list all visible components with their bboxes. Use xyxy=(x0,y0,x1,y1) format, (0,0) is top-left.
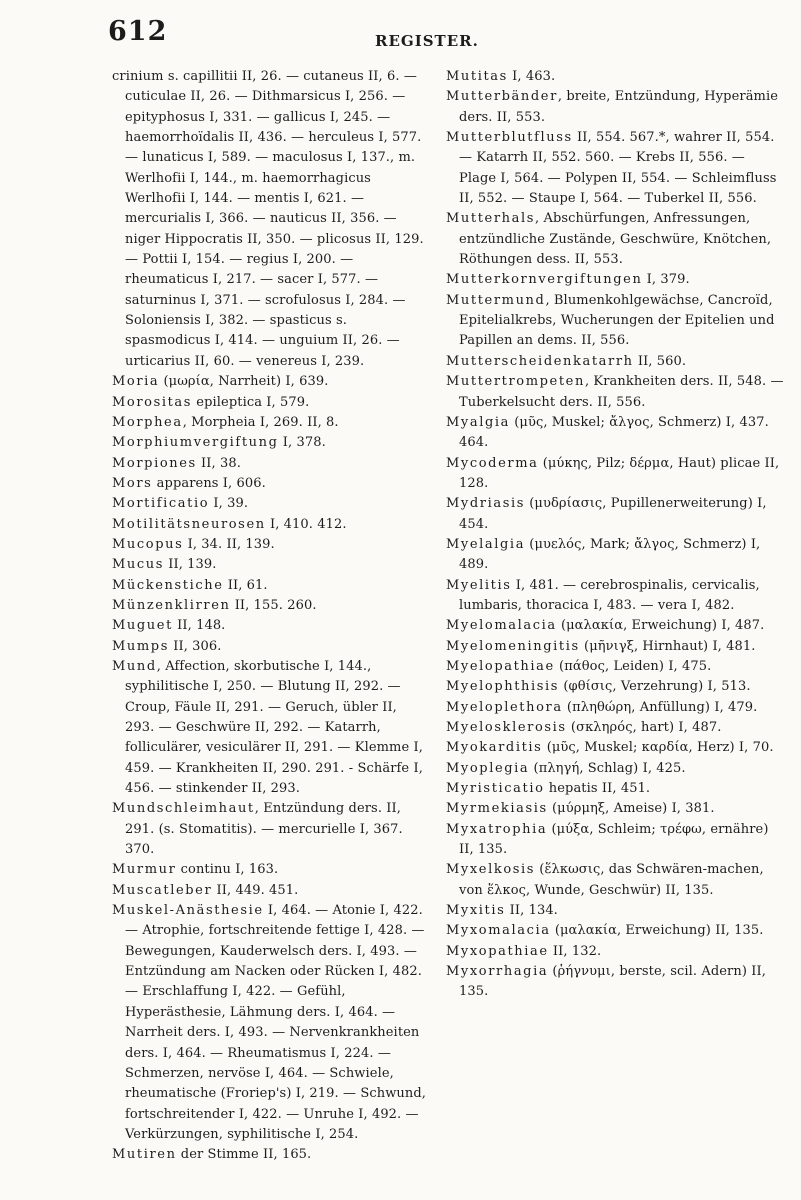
index-headword: Mucus xyxy=(112,557,165,573)
index-entry xyxy=(112,372,430,392)
index-entry-text: II, 134. xyxy=(505,903,558,919)
index-entry-text: (φθίσις, Verzehrung) I, 513. xyxy=(559,679,751,695)
index-headword: Mutterbänder xyxy=(446,89,558,105)
index-entry-text: II, 132. xyxy=(548,943,602,959)
index-entry xyxy=(446,738,786,758)
index-entry-text: II, 38. xyxy=(196,455,241,471)
index-entry xyxy=(446,270,786,290)
index-headword: Myelomalacia xyxy=(446,618,557,634)
index-headword: Mutterscheidenkatarrh xyxy=(446,353,634,369)
index-headword: Mucopus xyxy=(112,536,184,552)
index-headword: Mutterkornvergiftungen xyxy=(446,272,643,288)
index-entry xyxy=(446,759,786,779)
page-number: 612 xyxy=(108,16,168,47)
index-entry xyxy=(112,799,430,860)
index-headword: Morositas xyxy=(112,394,193,410)
index-entry xyxy=(112,657,430,799)
index-headword: Mors xyxy=(112,475,153,491)
index-headword: Myelitis xyxy=(446,577,512,593)
index-entry xyxy=(446,677,786,697)
index-headword: Myxatrophia xyxy=(446,821,548,837)
index-entry xyxy=(446,576,786,617)
index-entry xyxy=(112,67,430,372)
index-headword: Motilitätsneurosen xyxy=(112,516,266,532)
index-entry xyxy=(446,901,786,921)
index-headword: Mutiren xyxy=(112,1147,177,1163)
index-column-right xyxy=(446,67,786,1003)
index-column-left xyxy=(112,67,430,1166)
index-headword: Myelopathiae xyxy=(446,658,555,674)
index-entry-text: (πληγή, Schlag) I, 425. xyxy=(529,760,686,776)
index-entry-text: II, 61. xyxy=(223,577,268,593)
index-entry xyxy=(446,128,786,209)
running-head: REGISTER. xyxy=(375,32,479,50)
index-headword: Myalgia xyxy=(446,414,510,430)
index-headword: Myxitis xyxy=(446,903,506,919)
index-entry xyxy=(112,433,430,453)
index-entry-text: (μυελός, Mark; ἄλγος, Schmerz) I, 489. xyxy=(459,536,761,573)
index-headword: Myristicatio xyxy=(446,781,545,797)
index-entry xyxy=(112,393,430,413)
index-entry-text: II, 449. 451. xyxy=(212,882,299,898)
index-entry xyxy=(112,860,430,880)
index-headword: Myoplegia xyxy=(446,760,530,776)
index-entry-text: , Morpheia I, 269. II, 8. xyxy=(182,414,339,430)
index-entry xyxy=(112,454,430,474)
index-entry-text: (σκληρός, hart) I, 487. xyxy=(566,720,722,735)
index-entry-text: (ἕλκωσις, das Schwären-machen, von ἕλκος, Wunde, Geschwür) II, 135. xyxy=(459,862,764,898)
index-entry xyxy=(112,881,430,901)
index-entry-text: (πάθος, Leiden) I, 475. xyxy=(554,658,712,674)
index-entry-text: crinium s. capillitii II, 26. — cutaneus II, 6. — cuticulae II, 26. — Dithmarsicus I, 256. — epityphosus I, 331. — gallicus I, 245. — haemorrhoïdalis II, 436. — herculeus I, 577. — lunaticus I, 589. — maculosus I, 137., m. Werlhofii I, 144., m. haemorrhagicus Werlhofii I, 144. — mentis I, 621. — mercurialis I, 366. — nauticus II, 356. — niger Hippocratis II, 350. — plicosus II, 129. — Pottii I, 154. — regius I, 200. — rheumaticus I, 217. — sacer I, 577. — saturninus I, 371. — scrofulosus I, 284. — Soloniensis I, 382. — spasticus s. spasmodicus I, 414. — unguium II, 26. — urticarius II, 60. — venereus I, 239. xyxy=(112,69,424,369)
index-headword: Myxopathiae xyxy=(446,943,549,959)
index-entry-text: , Blumenkohlgewächse, Cancroïd, Epitelialkrebs, Wucherungen der Epitelien und Papillen an dems. II, 556. xyxy=(459,292,775,349)
index-entry-text: (μῆνιγξ, Hirnhaut) I, 481. xyxy=(579,638,756,654)
index-entry xyxy=(446,820,786,861)
index-entry-text: I, 410. 412. xyxy=(265,516,347,532)
index-headword: Muttertrompeten xyxy=(446,374,585,390)
index-entry-text: apparens I, 606. xyxy=(152,475,266,491)
index-entry xyxy=(112,637,430,657)
index-entry-text: II, 306. xyxy=(169,638,222,654)
index-headword: Mundschleimhaut xyxy=(112,801,255,817)
index-entry-text: der Stimme II, 165. xyxy=(176,1147,312,1163)
index-entry-text: (πληθώρη, Anfüllung) I, 479. xyxy=(562,699,758,715)
index-entry xyxy=(112,535,430,555)
index-entry-text: (μωρία, Narrheit) I, 639. xyxy=(159,374,329,390)
index-entry-text: , Affection, skorbutische I, 144., syphilitische I, 250. — Blutung II, 292. — Croup, Fäule II, 291. — Geruch, übler II, 293. — Geschwüre II, 292. — Katarrh, folliculärer, vesiculärer II, 291. — Klemme I, 459. — Krankheiten II, 290. 291. - Schärfe I, 456. — stinkender II, 293. xyxy=(125,658,423,797)
index-entry-text: II, 139. xyxy=(164,557,217,573)
index-headword: Mutterhals xyxy=(446,211,535,227)
index-entry-text: I, 34. II, 139. xyxy=(183,536,275,552)
index-entry-text: II, 155. 260. xyxy=(230,597,317,613)
index-entry-text: I, 481. — cerebrospinalis, cervicalis, lumbaris, thoracica I, 483. — vera I, 482. xyxy=(459,577,760,613)
index-entry xyxy=(112,474,430,494)
index-entry-text: (μύξα, Schleim; τρέφω, ernähre) II, 135. xyxy=(459,821,769,858)
index-entry-text: (μαλακία, Erweichung) I, 487. xyxy=(556,618,765,634)
index-headword: Myeloplethora xyxy=(446,699,563,715)
index-headword: Mumps xyxy=(112,638,170,654)
index-entry xyxy=(446,209,786,270)
index-headword: Myokarditis xyxy=(446,740,543,756)
index-entry xyxy=(112,413,430,433)
index-headword: Myelalgia xyxy=(446,536,526,552)
index-headword: Mückenstiche xyxy=(112,577,224,593)
index-headword: Mortificatio xyxy=(112,496,210,512)
index-entry xyxy=(446,413,786,454)
index-entry xyxy=(112,596,430,616)
index-headword: Muguet xyxy=(112,618,173,634)
index-entry-text: , Krankheiten ders. II, 548. — Tuberkelsucht ders. II, 556. xyxy=(459,374,784,410)
index-headword: Muttermund xyxy=(446,292,546,308)
index-headword: Mydriasis xyxy=(446,496,526,512)
index-entry xyxy=(112,616,430,636)
index-headword: Münzenklirren xyxy=(112,597,231,613)
index-headword: Morphea xyxy=(112,414,183,430)
index-headword: Myelosklerosis xyxy=(446,720,567,735)
index-entry-text: (μύρμηξ, Ameise) I, 381. xyxy=(547,801,715,817)
index-entry-text: I, 464. — Atonie I, 422. — Atrophie, fortschreitende fettige I, 428. — Bewegungen, Kauderwelsch ders. I, 493. — Entzündung am Nacken oder Rücken I, 482. — Erschlaffung I, 422. — Gefühl, Hyperästhesie, Lähmung ders. I, 464. — Narrheit ders. I, 493. — Nervenkrankheiten ders. I, 464. — Rheumatismus I, 224. — Schmerzen, nervöse I, 464. — Schwiele, rheumatische (Froriep's) I, 219. — Schwund, fortschreitender I, 422. — Unruhe I, 492. — Verkürzungen, syphilitische I, 254. xyxy=(125,903,427,1142)
index-entry-text: , Entzündung ders. II, 291. (s. Stomatitis). — mercurielle I, 367. 370. xyxy=(125,801,403,858)
index-entry xyxy=(112,555,430,575)
index-headword: Myelophthisis xyxy=(446,679,560,695)
index-headword: Morpiones xyxy=(112,455,197,471)
index-entry-text: (ῥήγνυμι, berste, scil. Adern) II, 135. xyxy=(459,964,766,1000)
index-entry xyxy=(446,962,786,1003)
index-entry xyxy=(446,779,786,799)
index-entry-text: I, 379. xyxy=(642,272,690,288)
index-entry xyxy=(446,637,786,657)
index-entry xyxy=(446,698,786,718)
index-entry xyxy=(446,718,786,738)
index-entry-text: hepatis II, 451. xyxy=(544,781,651,797)
index-headword: Muskel-Anästhesie xyxy=(112,903,264,919)
index-headword: Moria xyxy=(112,374,160,390)
index-entry xyxy=(446,616,786,636)
index-entry-text: (μύκης, Pilz; δέρμα, Haut) plicae II, 128. xyxy=(459,455,780,491)
index-entry-text: II, 148. xyxy=(172,618,226,634)
index-entry xyxy=(446,291,786,352)
index-entry-text: II, 554. 567.*, wahrer II, 554. — Katarrh II, 552. 560. — Krebs II, 556. — Plage I, 564. — Polypen II, 554. — Schleimfluss II, 552. — Staupe I, 564. — Tuberkel II, 556. xyxy=(459,130,777,207)
index-headword: Myxomalacia xyxy=(446,923,551,939)
index-entry xyxy=(446,67,786,87)
index-headword: Myelomeningitis xyxy=(446,638,580,654)
index-headword: Mutitas xyxy=(446,69,508,84)
index-entry-text: (μῦς, Muskel; καρδία, Herz) I, 70. xyxy=(542,740,774,756)
index-entry-text: I, 463. xyxy=(507,69,556,84)
index-entry xyxy=(446,454,786,495)
index-entry-text: I, 39. xyxy=(209,496,249,512)
index-entry-text: epileptica I, 579. xyxy=(192,394,310,410)
index-headword: Muscatleber xyxy=(112,882,213,898)
index-entry xyxy=(446,799,786,819)
index-headword: Mund xyxy=(112,658,157,674)
index-headword: Mutterblutfluss xyxy=(446,130,573,146)
index-headword: Murmur xyxy=(112,862,177,878)
index-entry xyxy=(446,942,786,962)
index-entry xyxy=(446,352,786,372)
index-entry xyxy=(446,860,786,901)
index-entry xyxy=(112,901,430,1145)
index-entry xyxy=(446,921,786,941)
page-header xyxy=(0,0,801,60)
index-headword: Myrmekiasis xyxy=(446,801,548,817)
index-headword: Morphiumvergiftung xyxy=(112,435,279,451)
index-headword: Myxorrhagia xyxy=(446,964,549,980)
index-entry xyxy=(112,576,430,596)
index-entry-text: , Abschürfungen, Anfressungen, entzündliche Zustände, Geschwüre, Knötchen, Röthungen dess. II, 553. xyxy=(459,211,772,268)
index-entry xyxy=(446,657,786,677)
index-entry-text: (μυδρίασις, Pupillenerweiterung) I, 454. xyxy=(459,496,767,532)
index-entry-text: I, 378. xyxy=(278,435,326,451)
index-entry xyxy=(446,372,786,413)
index-entry-text: , breite, Entzündung, Hyperämie ders. II, 553. xyxy=(459,89,779,125)
index-entry xyxy=(112,1145,430,1165)
index-headword: Mycoderma xyxy=(446,455,539,471)
index-entry-text: (μῦς, Muskel; ἄλγος, Schmerz) I, 437. 464. xyxy=(459,414,769,451)
index-entry xyxy=(112,494,430,514)
index-entry-text: II, 560. xyxy=(633,353,687,369)
index-entry-text: continu I, 163. xyxy=(176,862,279,878)
index-headword: Myxelkosis xyxy=(446,862,536,878)
index-entry xyxy=(446,87,786,128)
index-entry xyxy=(446,535,786,576)
index-entry xyxy=(446,494,786,535)
index-entry xyxy=(112,515,430,535)
index-entry-text: (μαλακία, Erweichung) II, 135. xyxy=(550,923,764,939)
